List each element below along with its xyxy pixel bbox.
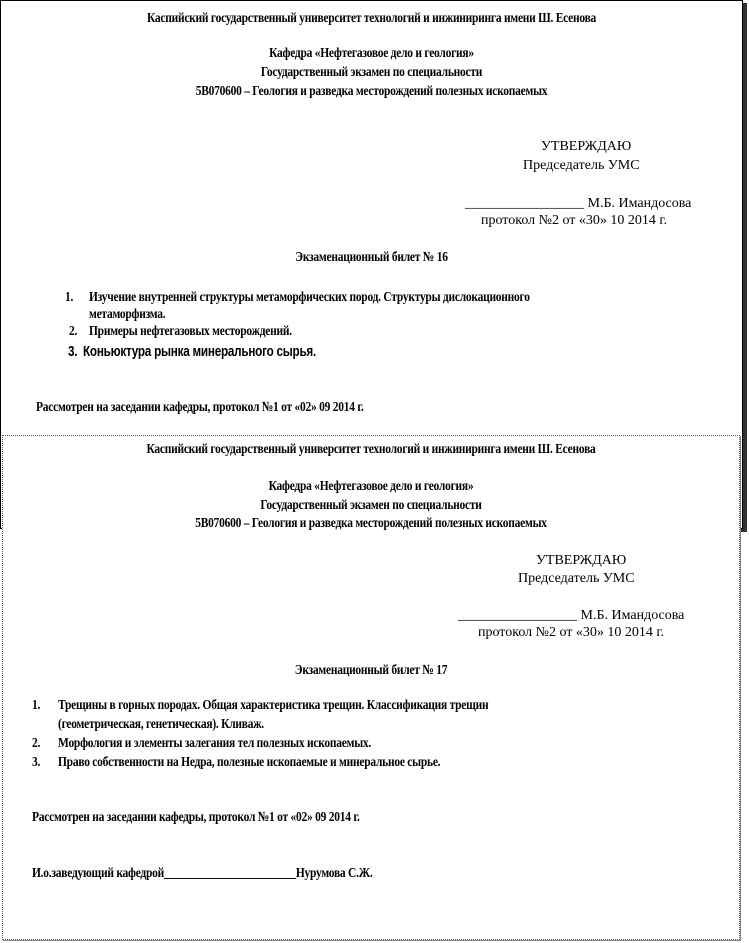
department-head-signature: И.о.заведующий кафедрой________________________Нурумова С.Ж.: [32, 866, 373, 881]
exam-name: Государственный экзамен по специальности: [260, 498, 482, 513]
protocol: протокол №2 от «30» 10 2014 г.: [478, 625, 665, 640]
university-name: Каспийский государственный университет технологий и инжиниринга имени Ш. Есенова: [146, 11, 597, 26]
question-text: Изучение внутренней структуры метаморфических пород. Структуры дислокационного: [89, 290, 530, 305]
question-number: 3.: [68, 343, 78, 360]
specialty: 5В070600 – Геология и разведка месторождений полезных ископаемых: [195, 84, 548, 99]
reviewed-note: Рассмотрен на заседании кафедры, протокол №1 от «02» 09 2014 г.: [36, 400, 364, 415]
question-text: Морфология и элементы залегания тел полезных ископаемых.: [58, 736, 372, 751]
question-text: Примеры нефтегазовых месторождений.: [89, 324, 292, 339]
question-number: 2.: [69, 324, 78, 339]
specialty: 5В070600 – Геология и разведка месторождений полезных ископаемых: [195, 516, 547, 531]
ticket-title: Экзаменационный билет № 16: [295, 250, 448, 265]
question-number: 2.: [32, 736, 41, 751]
exam-name: Государственный экзамен по специальности: [260, 65, 483, 80]
question-text-cont: (геометрическая, генетическая). Кливаж.: [58, 717, 264, 732]
chair-label: Председатель УМС: [523, 158, 640, 173]
approve-label: УТВЕРЖДАЮ: [541, 139, 632, 154]
signature-line: _________________ М.Б. Имандосова: [458, 608, 685, 623]
chair-label: Председатель УМС: [518, 571, 635, 586]
signature-line: _________________ М.Б. Имандосова: [465, 196, 692, 211]
exam-ticket-17: [2, 435, 740, 940]
question-text: Право собственности на Недра, полезные ископаемые и минеральное сырье.: [58, 755, 441, 770]
question-number: 1.: [32, 698, 41, 713]
question-number: 3.: [32, 755, 41, 770]
question-number: 1.: [65, 290, 74, 305]
department: Кафедра «Нефтегазовое дело и геология»: [269, 46, 474, 61]
protocol: протокол №2 от «30» 10 2014 г.: [481, 213, 668, 228]
university-name: Каспийский государственный университет технологий и инжиниринга имени Ш. Есенова: [146, 442, 596, 457]
question-text: Коньюктура рынка минерального сырья.: [83, 343, 317, 360]
department: Кафедра «Нефтегазовое дело и геология»: [268, 479, 474, 494]
question-text-cont: метаморфизма.: [89, 307, 166, 322]
approve-label: УТВЕРЖДАЮ: [536, 553, 627, 568]
ticket-title: Экзаменационный билет № 17: [294, 663, 448, 678]
reviewed-note: Рассмотрен на заседании кафедры, протокол №1 от «02» 09 2014 г.: [32, 810, 360, 825]
question-text: Трещины в горных породах. Общая характеристика трещин. Классификация трещин: [58, 698, 489, 713]
